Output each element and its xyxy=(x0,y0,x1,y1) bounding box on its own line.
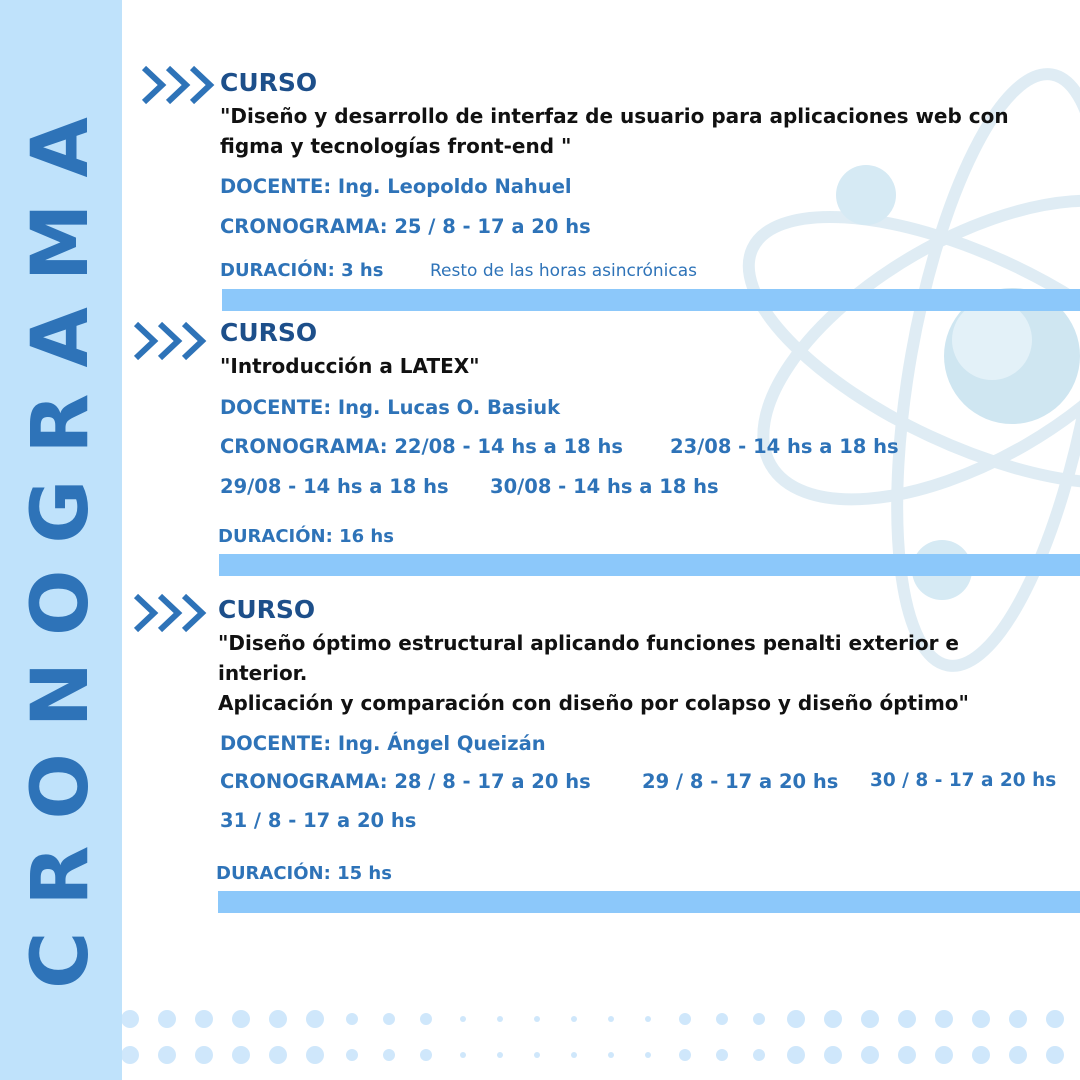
course-3-docente: DOCENTE: Ing. Ángel Queizán xyxy=(220,732,546,755)
course-2-cronograma-3: 29/08 - 14 hs a 18 hs xyxy=(220,475,449,498)
decorative-dot xyxy=(534,1016,540,1022)
course-3-cronograma-3: 30 / 8 - 17 a 20 hs xyxy=(870,770,1057,791)
decorative-dot xyxy=(645,1052,651,1058)
course-1-docente: DOCENTE: Ing. Leopoldo Nahuel xyxy=(220,175,572,198)
course-2-divider xyxy=(219,554,1080,576)
course-1-duracion: DURACIÓN: 3 hs xyxy=(220,260,384,281)
decorative-dot xyxy=(346,1049,358,1061)
course-3-cronograma-4: 31 / 8 - 17 a 20 hs xyxy=(220,809,417,832)
chevron-arrows-icon xyxy=(140,64,220,106)
decorative-dot xyxy=(787,1010,805,1028)
decorative-dot xyxy=(195,1010,213,1028)
decorative-dot xyxy=(122,1046,139,1064)
course-2-cronograma-2: 23/08 - 14 hs a 18 hs xyxy=(670,435,899,458)
course-2-cronograma-4: 30/08 - 14 hs a 18 hs xyxy=(490,475,719,498)
decorative-dot xyxy=(571,1052,577,1058)
course-1-note: Resto de las horas asincrónicas xyxy=(430,261,697,281)
decorative-dot xyxy=(232,1010,250,1028)
decorative-dot xyxy=(824,1010,842,1028)
course-1-title: "Diseño y desarrollo de interfaz de usuario para aplicaciones web con figma y tecnologías front-end " xyxy=(220,104,1009,158)
course-1-cronograma: CRONOGRAMA: 25 / 8 - 17 a 20 hs xyxy=(220,215,591,238)
chevron-arrows-icon xyxy=(132,320,212,362)
decorative-dot xyxy=(679,1013,691,1025)
decorative-dot xyxy=(158,1046,176,1064)
decorative-dot xyxy=(645,1016,651,1022)
course-2-docente: DOCENTE: Ing. Lucas O. Basiuk xyxy=(220,396,561,419)
sidebar-title: CRONOGRAMA xyxy=(16,91,106,989)
decorative-dot xyxy=(824,1046,842,1064)
decorative-dot xyxy=(861,1010,879,1028)
decorative-dot xyxy=(269,1010,287,1028)
decorative-dot xyxy=(306,1010,324,1028)
decorative-dot xyxy=(1009,1046,1027,1064)
chevron-arrows-icon xyxy=(132,592,212,634)
decorative-dot xyxy=(269,1046,287,1064)
decorative-dot xyxy=(608,1052,614,1058)
decorative-dot xyxy=(420,1013,432,1025)
decorative-dot xyxy=(420,1049,432,1061)
course-3-title: "Diseño óptimo estructural aplicando funciones penalti exterior e interior. Aplicación y comparación con diseño por colapso y diseño óptimo" xyxy=(218,631,969,715)
decorative-dot xyxy=(608,1016,614,1022)
course-1-label: CURSO xyxy=(220,68,318,97)
decorative-dot xyxy=(460,1052,466,1058)
decorative-dot xyxy=(716,1049,728,1061)
decorative-dot xyxy=(787,1046,805,1064)
decorative-dots-row xyxy=(122,1045,1080,1065)
decorative-dot xyxy=(383,1013,395,1025)
decorative-dot xyxy=(122,1010,139,1028)
course-3-label: CURSO xyxy=(218,595,316,624)
decorative-dot xyxy=(232,1046,250,1064)
decorative-dot xyxy=(1046,1046,1064,1064)
decorative-dot xyxy=(716,1013,728,1025)
decorative-dot xyxy=(346,1013,358,1025)
decorative-dot xyxy=(935,1046,953,1064)
decorative-dot xyxy=(753,1049,765,1061)
decorative-dot xyxy=(679,1049,691,1061)
decorative-dot xyxy=(972,1010,990,1028)
decorative-dot xyxy=(460,1016,466,1022)
course-2-title: "Introducción a LATEX" xyxy=(220,354,480,378)
decorative-dot xyxy=(497,1052,503,1058)
decorative-dot xyxy=(753,1013,765,1025)
course-2-label: CURSO xyxy=(220,318,318,347)
decorative-dot xyxy=(861,1046,879,1064)
decorative-dot xyxy=(898,1046,916,1064)
decorative-dot xyxy=(383,1049,395,1061)
decorative-dot xyxy=(306,1046,324,1064)
course-3-divider xyxy=(218,891,1080,913)
sidebar xyxy=(0,0,122,1080)
decorative-dots-row xyxy=(122,1009,1080,1029)
decorative-dot xyxy=(935,1010,953,1028)
decorative-dot xyxy=(158,1010,176,1028)
course-3-cronograma-1: CRONOGRAMA: 28 / 8 - 17 a 20 hs xyxy=(220,770,591,793)
decorative-dot xyxy=(898,1010,916,1028)
course-2-cronograma-1: CRONOGRAMA: 22/08 - 14 hs a 18 hs xyxy=(220,435,623,458)
decorative-dot xyxy=(1009,1010,1027,1028)
course-2-duracion: DURACIÓN: 16 hs xyxy=(218,526,394,547)
decorative-dot xyxy=(195,1046,213,1064)
decorative-dot xyxy=(571,1016,577,1022)
decorative-dot xyxy=(1046,1010,1064,1028)
decorative-dot xyxy=(972,1046,990,1064)
course-1-divider xyxy=(222,289,1080,311)
decorative-dot xyxy=(497,1016,503,1022)
course-3-cronograma-2: 29 / 8 - 17 a 20 hs xyxy=(642,770,839,793)
decorative-dot xyxy=(534,1052,540,1058)
course-3-duracion: DURACIÓN: 15 hs xyxy=(216,863,392,884)
